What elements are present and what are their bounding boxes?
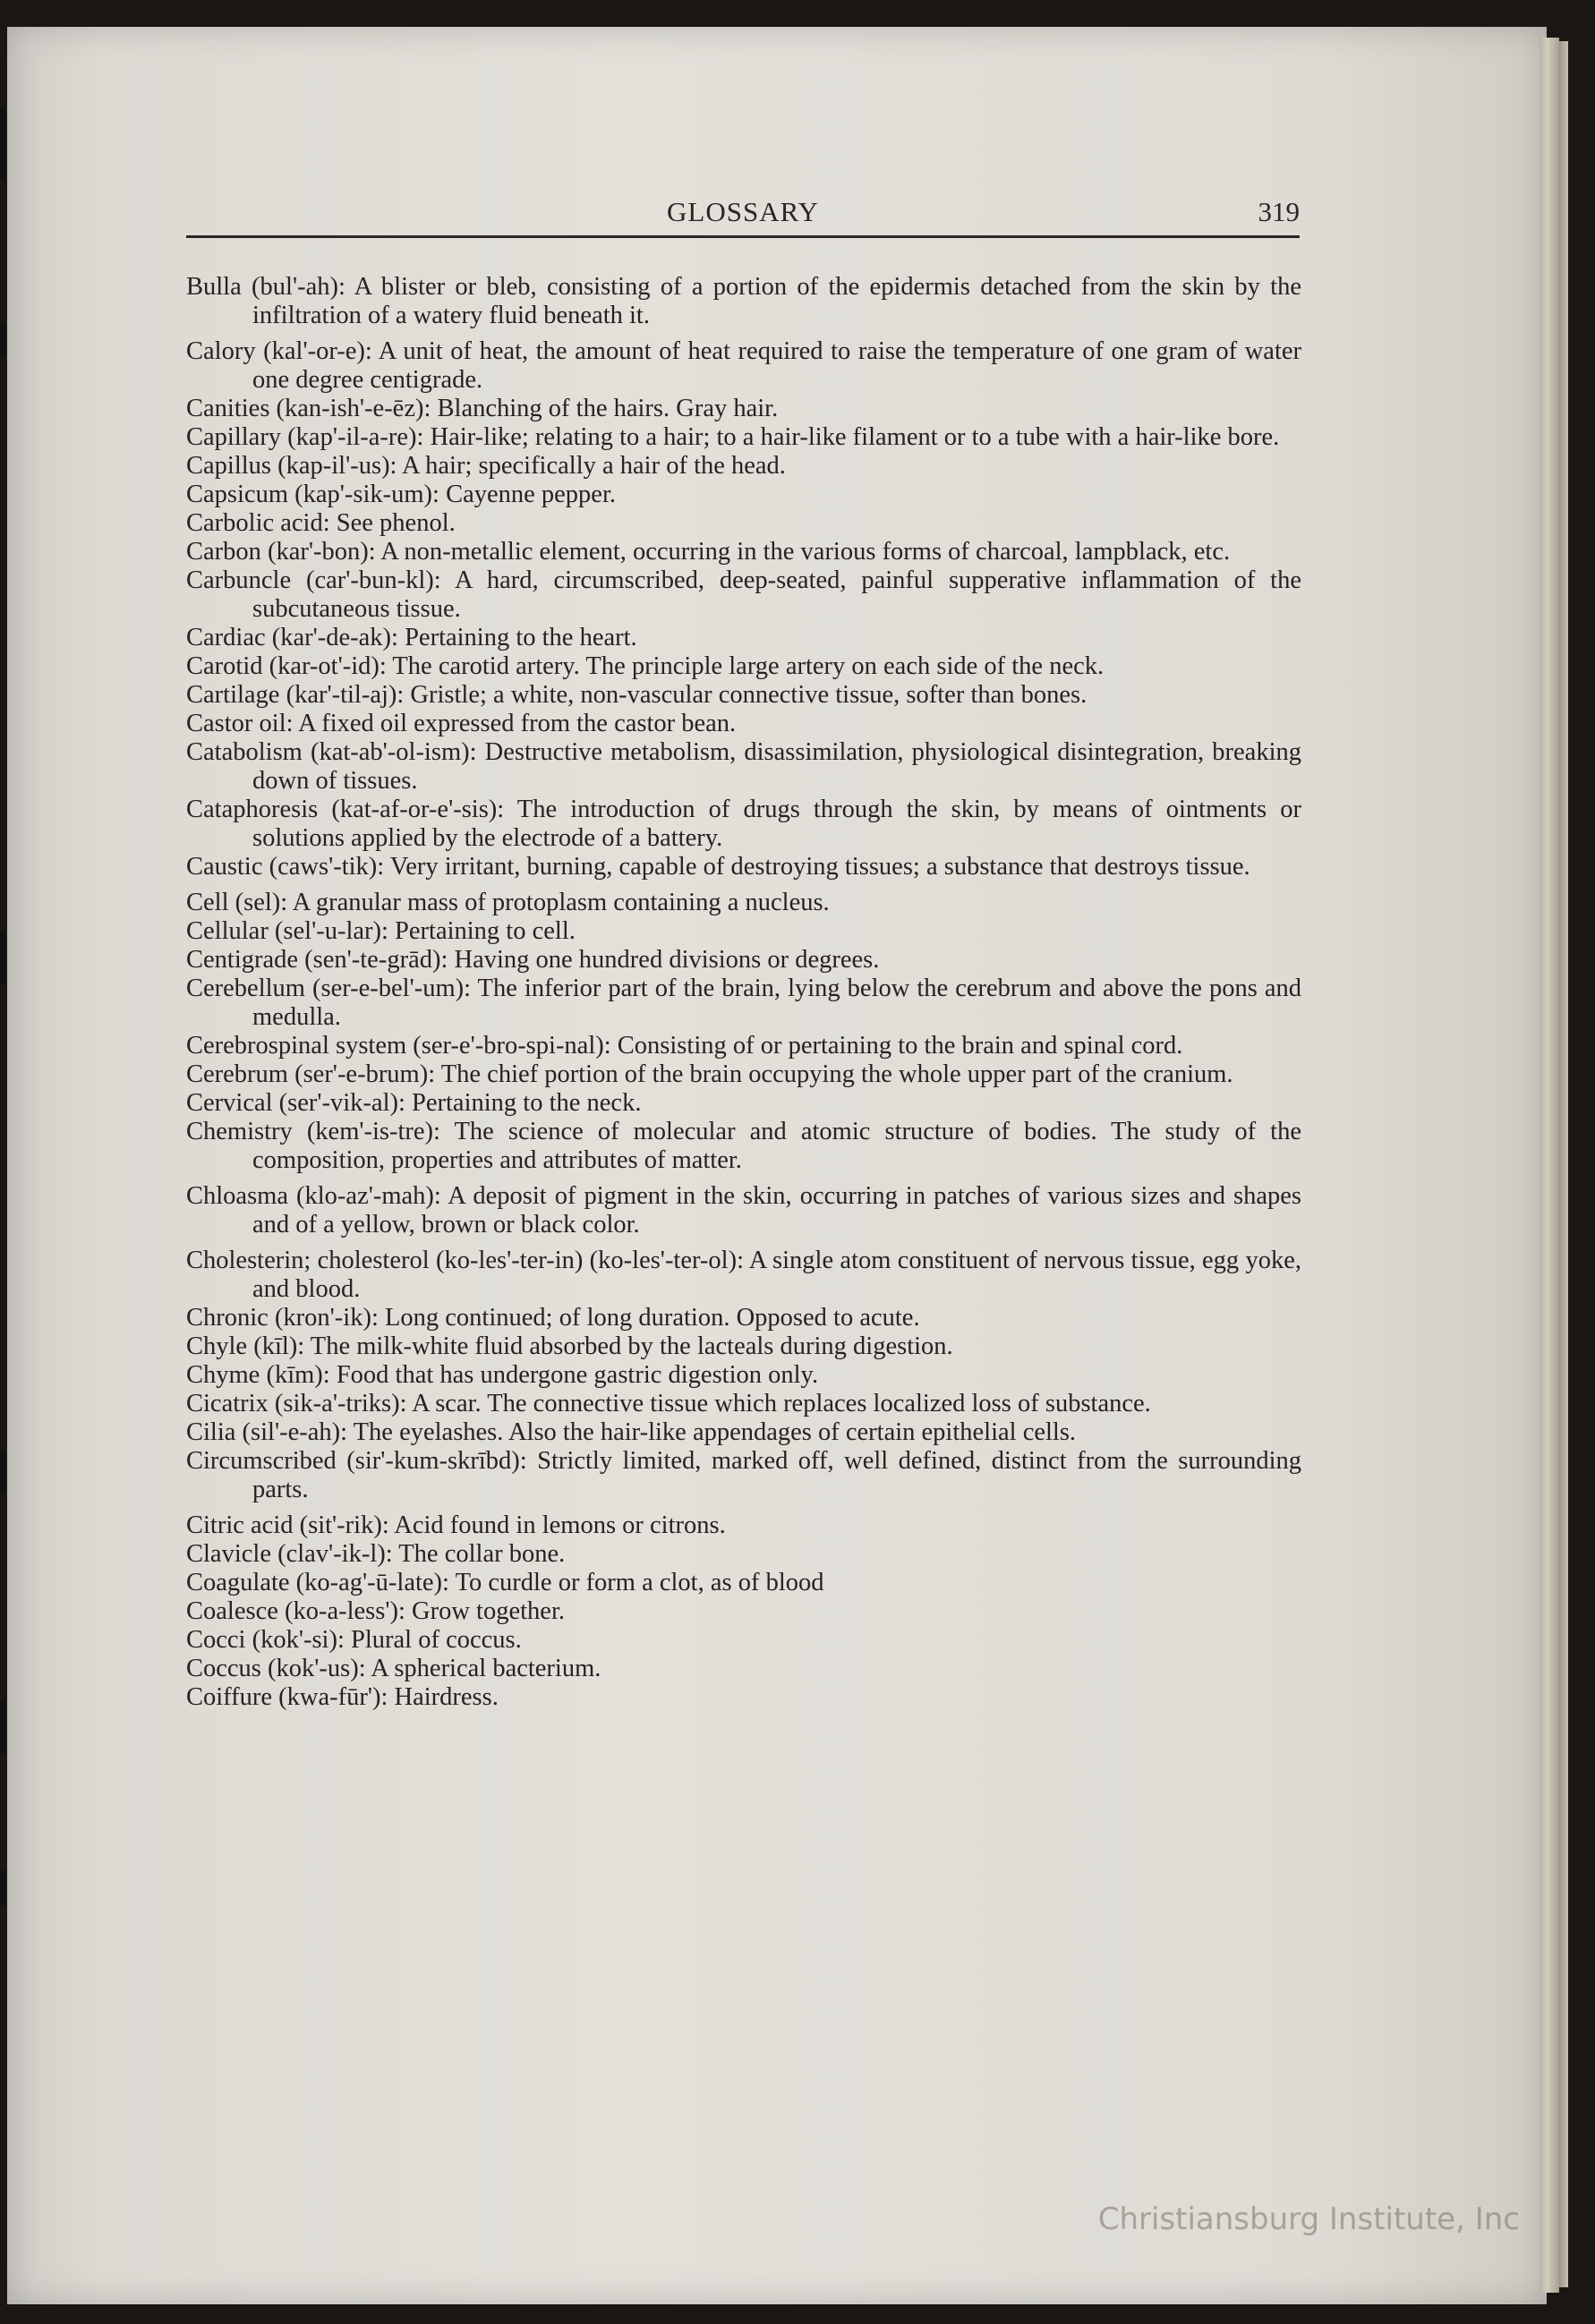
- glossary-entry: Cartilage (kar'-til-aj): Gristle; a white, non-vascular connective tissue, softer than bones.: [186, 681, 1088, 709]
- glossary-entry: Cilia (sil'-e-ah): The eyelashes. Also the hair-like appendages of certain epithelial cells.: [186, 1418, 1077, 1446]
- glossary-entry: Bulla (bul'-ah): A blister or bleb, consisting of a portion of the epidermis detached from the skin by the infiltration of a watery fluid beneath it.: [186, 273, 1301, 329]
- watermark: Christiansburg Institute, Inc: [1097, 2201, 1520, 2237]
- glossary-entry: Calory (kal'-or-e): A unit of heat, the amount of heat required to raise the temperature of one gram of water one degree centigrade.: [186, 337, 1301, 394]
- glossary-entry: Cataphoresis (kat-af-or-e'-sis): The introduction of drugs through the skin, by means of ointments or solutions applied by the electrode of a battery.: [186, 796, 1301, 852]
- glossary-entry: Carbon (kar'-bon): A non-metallic element, occurring in the various forms of charcoal, lampblack, etc.: [186, 538, 1231, 566]
- glossary-entry: Coalesce (ko-a-less'): Grow together.: [186, 1597, 565, 1625]
- page-edge: [1540, 38, 1559, 2293]
- glossary-entry: Coccus (kok'-us): A spherical bacterium.: [186, 1655, 601, 1682]
- glossary-entry: Coagulate (ko-ag'-ū-late): To curdle or form a clot, as of blood: [186, 1569, 824, 1596]
- glossary-entry: Centigrade (sen'-te-grād): Having one hundred divisions or degrees.: [186, 946, 880, 974]
- glossary-entry: Cellular (sel'-u-lar): Pertaining to cell.: [186, 917, 576, 945]
- glossary-entry: Castor oil: A fixed oil expressed from the castor bean.: [186, 710, 737, 737]
- glossary-entry: Circumscribed (sir'-kum-skrībd): Strictly limited, marked off, well defined, distinct from the surrounding parts.: [186, 1447, 1301, 1503]
- glossary-entry: Cerebrospinal system (ser-e'-bro-spi-nal): Consisting of or pertaining to the brain and spinal cord.: [186, 1032, 1183, 1060]
- glossary-entry: Chronic (kron'-ik): Long continued; of long duration. Opposed to acute.: [186, 1304, 920, 1332]
- page-title: GLOSSARY: [667, 196, 819, 227]
- glossary-entry: Canities (kan-ish'-e-ēz): Blanching of the hairs. Gray hair.: [186, 395, 779, 422]
- glossary-entry: Carbuncle (car'-bun-kl): A hard, circumscribed, deep-seated, painful supperative inflammation of the subcutaneous tissue.: [186, 566, 1301, 623]
- glossary-entry: Chloasma (klo-az'-mah): A deposit of pigment in the skin, occurring in patches of various sizes and shapes and of a yellow, brown or black color.: [186, 1182, 1301, 1239]
- glossary-entry: Cerebellum (ser-e-bel'-um): The inferior part of the brain, lying below the cerebrum and above the pons and medulla.: [186, 975, 1301, 1031]
- glossary-entry: Clavicle (clav'-ik-l): The collar bone.: [186, 1540, 566, 1568]
- glossary-entry: Caustic (caws'-tik): Very irritant, burning, capable of destroying tissues; a substance that destroys tissue.: [186, 853, 1250, 881]
- glossary-entry: Cervical (ser'-vik-al): Pertaining to the neck.: [186, 1089, 642, 1117]
- glossary-entry: Capillus (kap-il'-us): A hair; specifically a hair of the head.: [186, 452, 786, 480]
- glossary-entry: Chyme (kīm): Food that has undergone gastric digestion only.: [186, 1361, 819, 1389]
- glossary-entry: Carbolic acid: See phenol.: [186, 509, 456, 537]
- glossary-entry: Cicatrix (sik-a'-triks): A scar. The connective tissue which replaces localized loss of substance.: [186, 1390, 1151, 1417]
- page-edge-back: [1559, 41, 1568, 2287]
- glossary-entry: Cardiac (kar'-de-ak): Pertaining to the heart.: [186, 624, 637, 651]
- glossary-entry: Capsicum (kap'-sik-um): Cayenne pepper.: [186, 481, 617, 508]
- glossary-entry: Coiffure (kwa-fūr'): Hairdress.: [186, 1683, 499, 1711]
- glossary-list: [186, 273, 1301, 1712]
- glossary-entry: Cholesterin; cholesterol (ko-les'-ter-in) (ko-les'-ter-ol): A single atom constituent of nervous tissue, egg yoke, and blood.: [186, 1247, 1301, 1303]
- glossary-entry: Cell (sel): A granular mass of protoplasm containing a nucleus.: [186, 889, 830, 916]
- glossary-entry: Chyle (kīl): The milk-white fluid absorbed by the lacteals during digestion.: [186, 1332, 953, 1360]
- page-number: 319: [1258, 196, 1300, 227]
- running-header: [186, 192, 1300, 238]
- glossary-entry: Cerebrum (ser'-e-brum): The chief portion of the brain occupying the whole upper part of the cranium.: [186, 1060, 1233, 1088]
- glossary-entry: Capillary (kap'-il-a-re): Hair-like; relating to a hair; to a hair-like filament or to a tube with a hair-like bore.: [186, 423, 1280, 451]
- glossary-entry: Chemistry (kem'-is-tre): The science of molecular and atomic structure of bodies. The study of the composition, properties and attributes of matter.: [186, 1118, 1301, 1174]
- glossary-entry: Carotid (kar-ot'-id): The carotid artery. The principle large artery on each side of the neck.: [186, 652, 1105, 680]
- glossary-entry: Cocci (kok'-si): Plural of coccus.: [186, 1626, 522, 1654]
- glossary-entry: Catabolism (kat-ab'-ol-ism): Destructive metabolism, disassimilation, physiological disintegration, breaking down of tissues.: [186, 738, 1301, 795]
- glossary-entry: Citric acid (sit'-rik): Acid found in lemons or citrons.: [186, 1511, 726, 1539]
